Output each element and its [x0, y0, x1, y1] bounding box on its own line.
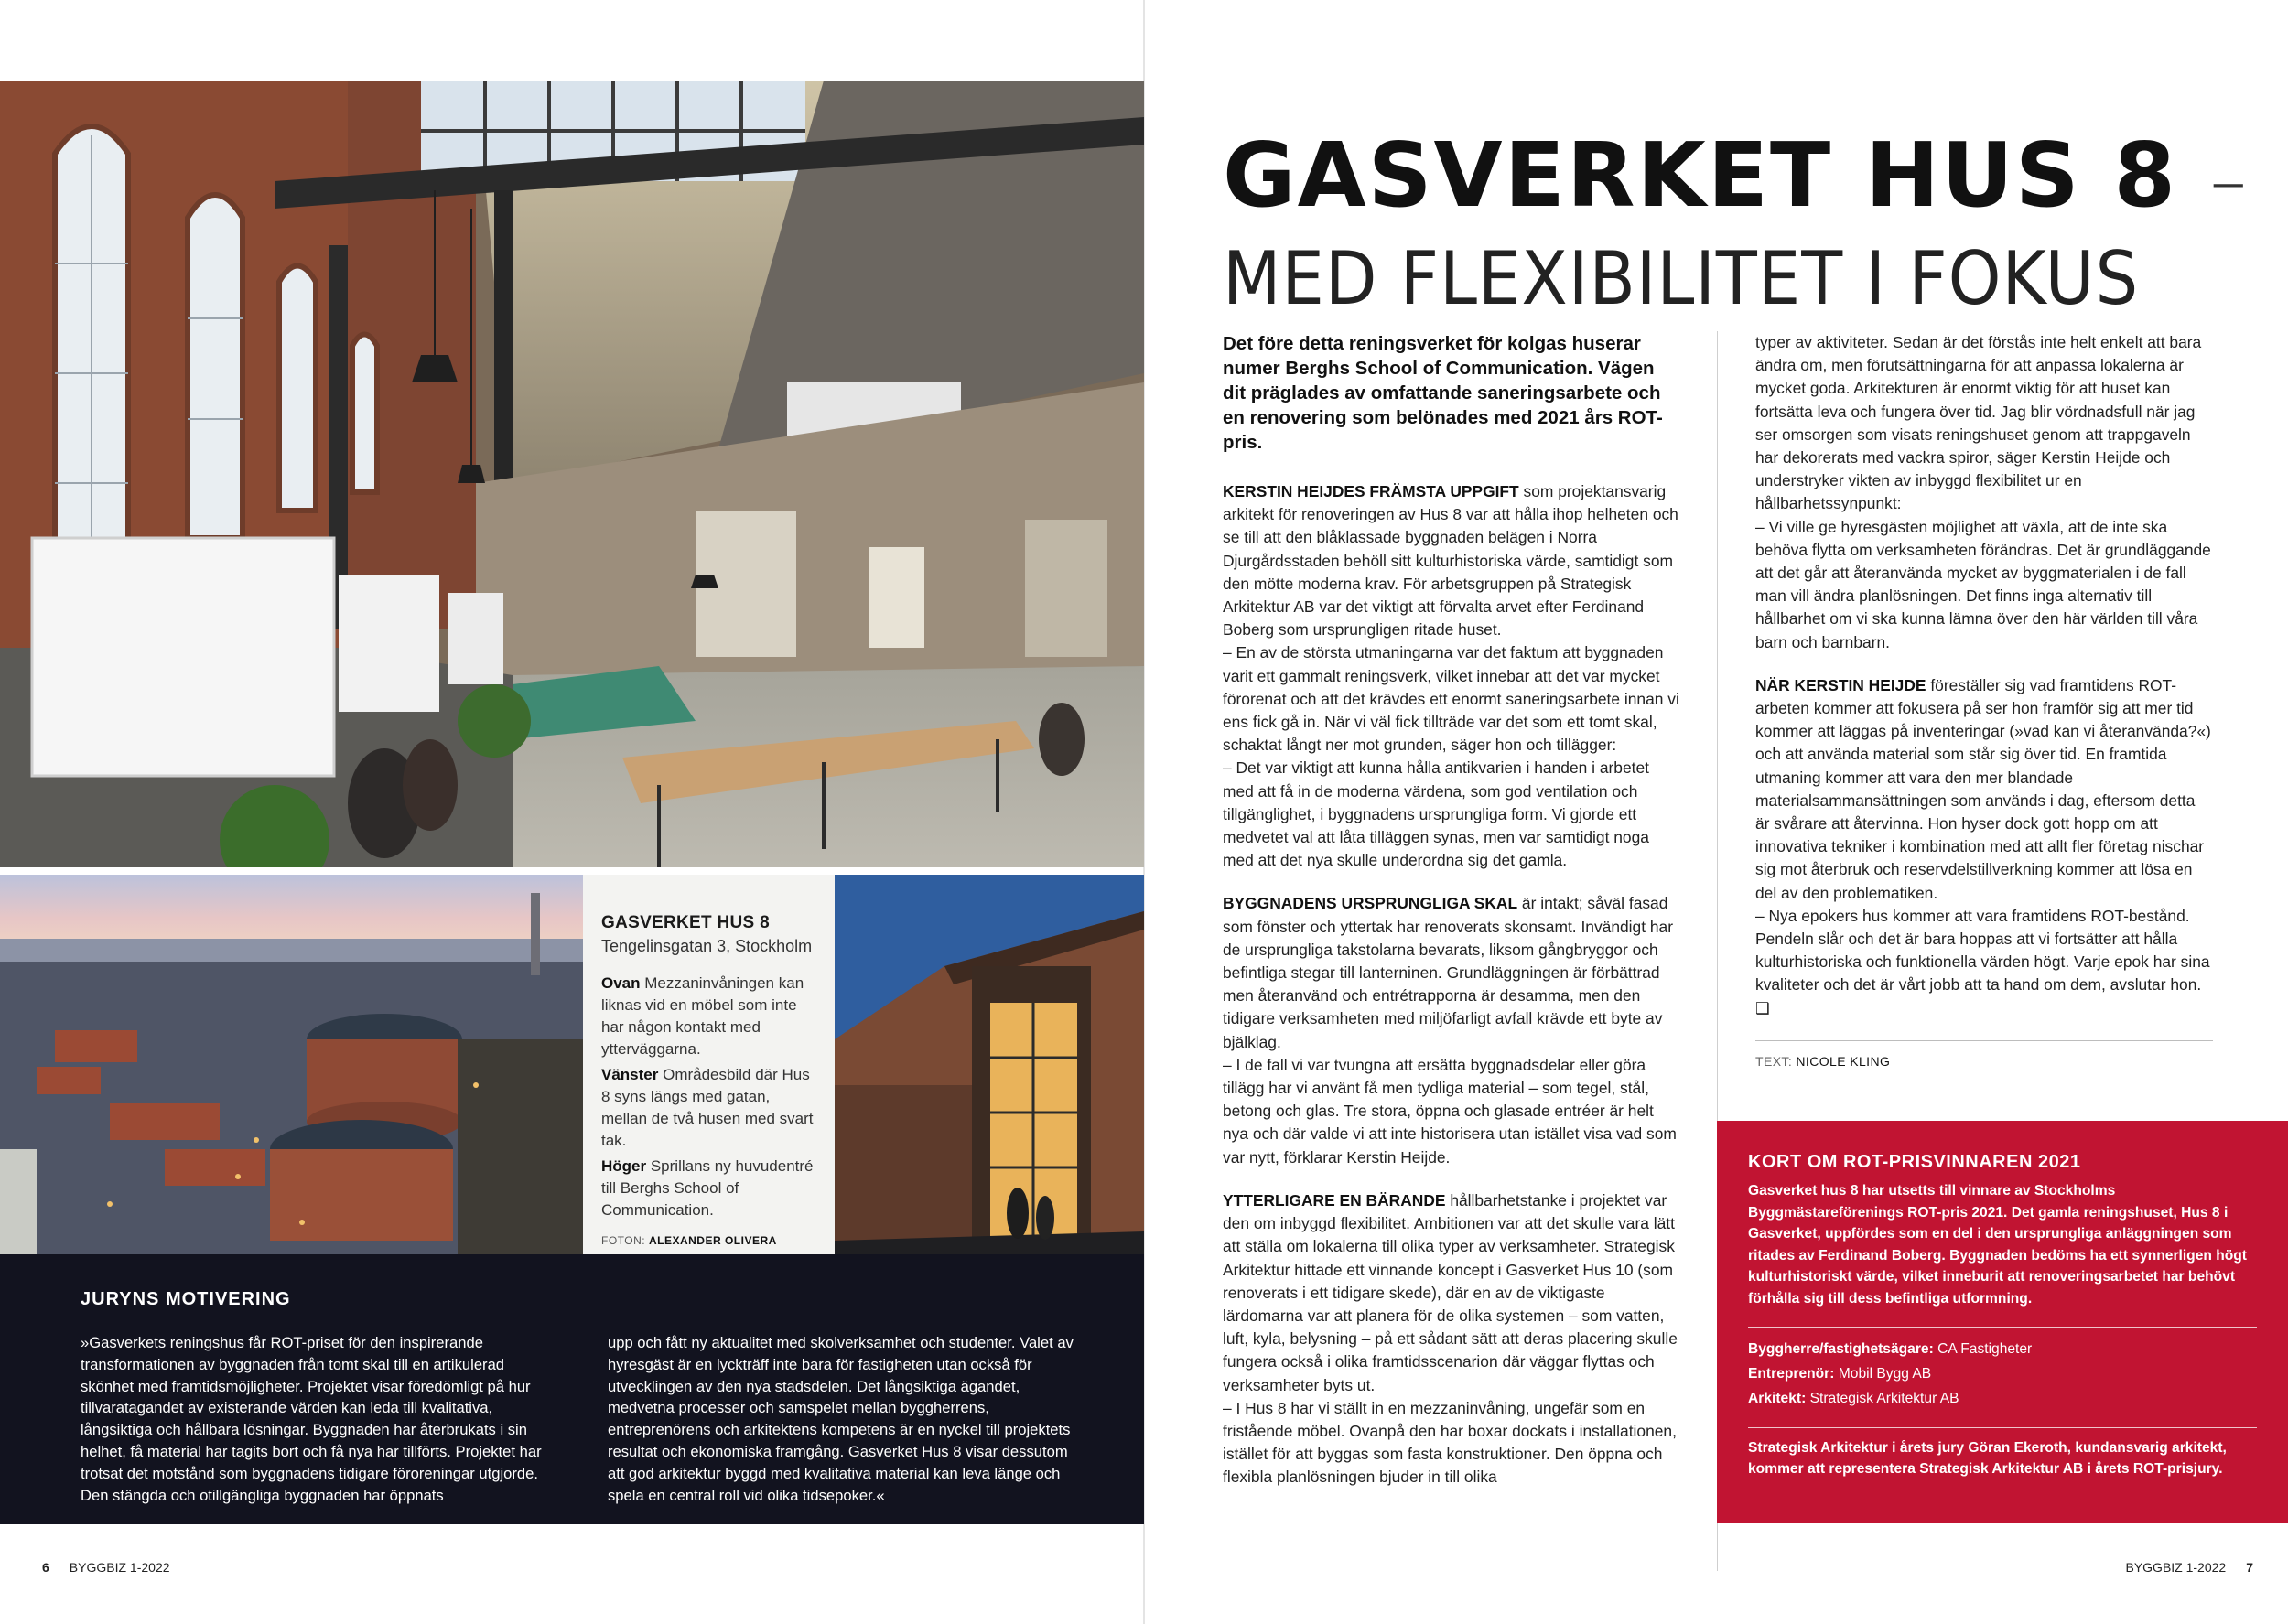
headline-dash: – — [2209, 138, 2249, 223]
factbox-role: Entreprenör: Mobil Bygg AB — [1748, 1365, 1932, 1382]
paragraph: BYGGNADENS URSPRUNGLIGA SKAL är intakt; såväl fasad som fönster och yttertak har renoverats skonsamt. Invändigt har de ursprungliga takstolarna bevarats, liksom gångbryggor och befintliga stegar till lanterninen. Grundläggningen är förbättrad men återanvänd och entrétrapporna är desamma, men den tidigare verksamheten med miljöfarligt avfall krävde ett byte av bjälklag. — [1223, 894, 1673, 1051]
caption-item: Höger Sprillans ny huvudentré till Berghs School of Communication. — [601, 1157, 814, 1219]
jury-motivation-box — [0, 1254, 1144, 1524]
paragraph: YTTERLIGARE EN BÄRANDE hållbarhetstanke i projektet var den om inbyggd flexibilitet. Ambitionen var att det skulle vara lätt att ställa om lokalerna till olika typer av verksamheter. Strategisk Arkitektur hittade ett vinnande koncept i Gasverket Hus 10 (som renoverats i ett tidigare skede), där en av de viktigaste lärdomarna var att planera för de olika systemen – som vatten, luft, kyla, belysning – på ett sådant sätt att deras placering skulle fungera också i olika framtidsscenarion där väggar flyttas och verksamheter byts ut. — [1223, 1190, 1678, 1394]
paragraph: – Nya epokers hus kommer att vara framtidens ROT-bestånd. Pendeln slår och det är bara hoppas att vi fortsätter att hålla kulturhistoriska och funktionella värden högt. Varje epok har sina kvaliteter och det är vårt jobb att ta hand om dem, avslutar hon. ❑ — [1755, 906, 2210, 1017]
paragraph: – Vi ville ge hyresgästen möjlighet att växla, att de inte ska behöva flytta om verksamheten förändras. Det är grundläggande att det går att återanvända mycket av byggmaterialen i de fall man vill ändra planlösningen. Det finns inga alternativ till hållbarhet om vi ska kunna lämna över den här världen till våra barn och barnbarn. — [1755, 517, 2211, 651]
paragraph: NÄR KERSTIN HEIJDE föreställer sig vad framtidens ROT-arbeten kommer att fokusera på ser hon framför sig att mer tid kommer att läggas på inventeringar (»vad kan vi återanvända?«) och att använda material som står sig över tid. En framtida utmaning kommer att vara den mer blandade materialsammansättningen som används i dag, eftersom detta är svårare att återvinna. Hon hyser dock gott hopp om att innovativa tekniker i kombination med att allt fler företag nischar sig mot återbruk och reservdelstillverkning kommer att lösa en del av den problematiken. — [1755, 675, 2211, 902]
factbox-rule — [1748, 1327, 2257, 1328]
paragraph: KERSTIN HEIJDES FRÄMSTA UPPGIFT som projektansvarig arkitekt för renoveringen av Hus 8 var att hålla ihop helheten och se till att den blåklassade byggnaden belägen i Norra Djurgårdsstaden behöll sitt kulturhistoriska värde, samtidigt som den mötte moderna krav. För arbetsgruppen på Strategisk Arkitektur AB var det viktigt att förvalta arvet efter Ferdinand Boberg som ursprungligen ritade huset. — [1223, 482, 1678, 640]
page-number-right: 7 — [2246, 1560, 2253, 1575]
factbox-role: Byggherre/fastighetsägare: CA Fastigheter — [1748, 1340, 2033, 1357]
headline-line-1: GASVERKET HUS 8 — [1223, 124, 2178, 227]
jury-title: JURYNS MOTIVERING — [81, 1289, 291, 1309]
paragraph: typer av aktiviteter. Sedan är det förstås inte helt enkelt att bara ändra om, men förutsättningarna för att anpassa lokalerna är mycket goda. Arkitekturen är enormt viktig för att huset kan fortsätta leva och fungera över tid. Jag blir vördnadsfull när jag ser omsorgen som visats reningshuset genom att trappgaveln har dekorerats med vackra spiror, säger Kerstin Heijde och understryker vikten av inbyggd flexibilitet ur en hållbarhetssynpunkt: — [1755, 333, 2202, 513]
factbox-title: KORT OM ROT-PRISVINNAREN 2021 — [1748, 1152, 2081, 1172]
page-number-left: 6 — [42, 1560, 49, 1575]
byline: TEXT: NICOLE KLING — [1755, 1053, 1891, 1069]
aerial-photo — [0, 875, 583, 1254]
article-column-left — [1223, 331, 1680, 1490]
byline-rule — [1755, 1040, 2213, 1041]
footer-left — [42, 1560, 170, 1575]
paragraph: – Det var viktigt att kunna hålla antikvarien i handen i arbetet med att få in de moderna värdena, som god ventilation och tillgänglighet, i byggnadens ursprungliga form. Vi gjorde ett medvetet val att låta tilläggen synas, men var samtidigt noga med att det nya skulle underordna sig det gamla. — [1223, 758, 1649, 870]
caption-item: Vänster Områdesbild där Hus 8 syns längs med gatan, mellan de två husen med svart tak. — [601, 1066, 814, 1149]
magazine-issue-left: BYGGBIZ 1-2022 — [69, 1560, 170, 1575]
rot-prize-factbox — [1717, 1121, 2288, 1523]
photo-caption-box — [583, 875, 835, 1254]
entrance-photo — [835, 875, 1144, 1254]
article-headline — [1223, 124, 2257, 329]
caption-title: GASVERKET HUS 8 — [601, 913, 770, 932]
paragraph: – En av de största utmaningarna var det faktum att byggnaden varit ett gammalt reningsverk, vilket innebar att det var mycket förorenat och att det krävdes ett enormt saneringsarbete innan vi ens fick gå in. När vi väl fick tillträde var det som ett tomt skal, schaktat långt ner mot grunden, säger hon och tillägger: — [1223, 643, 1679, 755]
headline-line-2: MED FLEXIBILITET I FOKUS — [1223, 236, 2140, 321]
factbox-body: Gasverket hus 8 har utsetts till vinnare av Stockholms Byggmästareförenings ROT-pris 2021. Det gamla reningshuset, Hus 8 i Gasverket, uppfördes som en del i den ursprungliga anläggningen som ritades av Ferdinand Boberg. Byggnaden bedöms ha ett synnerligen högt kulturhistoriskt värde, vilket inneburit att renoveringsarbetet har behövt förhålla sig till dess befintliga utformning. — [1748, 1183, 2247, 1307]
factbox-rule — [1748, 1427, 2257, 1428]
jury-text-col-1: »Gasverkets reningshus får ROT-priset för den inspirerande transformationen av byggnaden från tomt skal till en artikulerad skönhet med framtidsmöjligheter. Projektet visar föredömligt på hur tillvaratagandet av existerande värden kan leda till kvalitativa, långsiktiga och hållbara lösningar. Byggnaden har återbrukats i sin helhet, få material har tagits bort och få nya har tillförts. Projektet har trotsat det motstånd som byggnadens tidigare föroreningar utgjorde. Den stängda och otillgängliga byggnaden har öppnats — [81, 1334, 542, 1504]
factbox-note: Strategisk Arkitektur i årets jury Göran Ekeroth, kundansvarig arkitekt, kommer att representera Strategisk Arkitektur AB i årets ROT-prisjury. — [1748, 1439, 2227, 1478]
magazine-issue-right: BYGGBIZ 1-2022 — [2125, 1560, 2227, 1575]
article-lead: Det före detta reningsverket för kolgas huserar numer Berghs School of Communication. Vägen dit präglades av omfattande saneringsarbete och en renovering som belönades med 2021 års ROT-pris. — [1223, 333, 1663, 453]
caption-item: Ovan Mezzaninvåningen kan liknas vid en möbel som inte har någon kontakt med ytterväggarna. — [601, 974, 804, 1058]
paragraph: – I Hus 8 har vi ställt in en mezzaninvåning, ungefär som en fristående möbel. Ovanpå den har boxar dockats i installationen, istället för att byggas som fasta konstruktioner. Den öppna och flexibla planlösningen bjuder in till olika — [1223, 1398, 1677, 1487]
factbox-role: Arkitekt: Strategisk Arkitektur AB — [1748, 1390, 1959, 1406]
jury-text-col-2: upp och fått ny aktualitet med skolverksamhet och studenter. Valet av hyresgäst är en lyckträff inte bara för fastigheten utan också för utvecklingen av den nya stadsdelen. Det långsiktiga ägandet, medvetna processer och samspelet mellan byggherrens, entreprenörens och arkitektens kompetens är en nyckel till projektets resultat och ekonomiska framgång. Gasverket Hus 8 visar dessutom att god arkitektur byggd med kvalitativa material kan leva länge och spela en central roll vid olika tidsepoker.« — [608, 1334, 1074, 1504]
footer-right — [2125, 1560, 2253, 1575]
paragraph: – I de fall vi var tvungna att ersätta byggnadsdelar eller göra tillägg har vi använt få men tydliga material – som tegel, stål, betong och glas. Tre stora, öppna och glasade entréer är helt nya och där valde vi att inte historisera utan istället visa vad som var nytt, förklarar Kerstin Heijde. — [1223, 1055, 1677, 1167]
caption-address: Tengelinsgatan 3, Stockholm — [601, 937, 813, 955]
photo-credit: FOTON: ALEXANDER OLIVERA — [601, 1234, 777, 1247]
article-column-right — [1755, 331, 2213, 1073]
interior-photo — [0, 81, 1144, 867]
